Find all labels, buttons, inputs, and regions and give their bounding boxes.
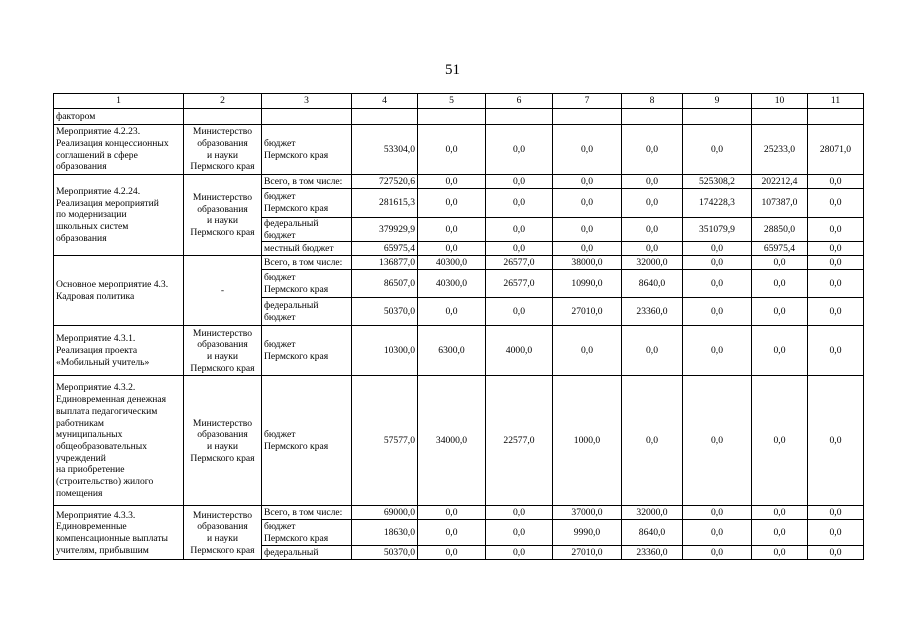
- executor-cell: Министерство образования и науки Пермского края: [184, 326, 262, 376]
- amount-cell: 26577,0: [486, 270, 553, 298]
- amount-cell: 32000,0: [622, 506, 683, 520]
- amount-cell: 0,0: [683, 546, 752, 560]
- amount-cell: 0,0: [808, 546, 864, 560]
- amount-cell: 0,0: [622, 125, 683, 175]
- amount-cell: 0,0: [486, 218, 553, 242]
- amount-cell: 107387,0: [752, 189, 808, 218]
- amount-cell: 0,0: [752, 270, 808, 298]
- header-cell: 10: [752, 94, 808, 109]
- executor-cell: -: [184, 256, 262, 326]
- amount-cell: 0,0: [553, 125, 622, 175]
- page-number: 51: [445, 62, 460, 78]
- amount-cell: 6300,0: [418, 326, 486, 376]
- amount-cell: 0,0: [486, 125, 553, 175]
- funding-source-cell: Всего, в том числе:: [262, 256, 352, 270]
- amount-cell: 26577,0: [486, 256, 553, 270]
- header-row: [54, 94, 864, 109]
- header-cell: 2: [184, 94, 262, 109]
- amount-cell: 10990,0: [553, 270, 622, 298]
- amount-cell: 0,0: [683, 256, 752, 270]
- amount-cell: 0,0: [808, 175, 864, 189]
- amount-cell: 0,0: [553, 218, 622, 242]
- budget-table: [53, 93, 864, 560]
- amount-cell: 0,0: [752, 376, 808, 506]
- amount-cell: 9990,0: [553, 520, 622, 546]
- header-cell: 5: [418, 94, 486, 109]
- amount-cell: 53304,0: [352, 125, 418, 175]
- amount-cell: 18630,0: [352, 520, 418, 546]
- amount-cell: 65975,4: [352, 242, 418, 256]
- amount-cell: 0,0: [418, 506, 486, 520]
- amount-cell: 0,0: [808, 326, 864, 376]
- funding-source-cell: федеральный бюджет: [262, 298, 352, 326]
- executor-cell: Министерство образования и науки Пермского края: [184, 376, 262, 506]
- header-cell: 3: [262, 94, 352, 109]
- header-cell: 4: [352, 94, 418, 109]
- executor-cell: Министерство образования и науки Пермского края: [184, 506, 262, 560]
- amount-cell: 379929,9: [352, 218, 418, 242]
- amount-cell: 40300,0: [418, 270, 486, 298]
- amount-cell: 28071,0: [808, 125, 864, 175]
- amount-cell: 0,0: [486, 520, 553, 546]
- amount-cell: 0,0: [808, 189, 864, 218]
- amount-cell: 28850,0: [752, 218, 808, 242]
- table-row: [54, 125, 864, 175]
- amount-cell: 0,0: [752, 326, 808, 376]
- amount-cell: 23360,0: [622, 546, 683, 560]
- amount-cell: 0,0: [418, 189, 486, 218]
- amount-cell: 0,0: [418, 175, 486, 189]
- amount-cell: 8640,0: [622, 520, 683, 546]
- amount-cell: 0,0: [418, 242, 486, 256]
- funding-source-cell: федеральный: [262, 546, 352, 560]
- funding-source-cell: Всего, в том числе:: [262, 506, 352, 520]
- amount-cell: 0,0: [553, 189, 622, 218]
- amount-cell: 525308,2: [683, 175, 752, 189]
- activity-name-cell: Мероприятие 4.2.24. Реализация мероприятий по модернизации школьных систем образования: [54, 175, 184, 256]
- table-row: [54, 506, 864, 520]
- amount-cell: 65975,4: [752, 242, 808, 256]
- header-cell: 6: [486, 94, 553, 109]
- activity-name-cell: Мероприятие 4.2.23. Реализация концессионных соглашений в сфере образования: [54, 125, 184, 175]
- header-cell: 11: [808, 94, 864, 109]
- amount-cell: 0,0: [683, 298, 752, 326]
- amount-cell: 27010,0: [553, 298, 622, 326]
- continuation-row: [54, 109, 864, 125]
- amount-cell: 727520,6: [352, 175, 418, 189]
- funding-source-cell: Всего, в том числе:: [262, 175, 352, 189]
- table-body: [54, 94, 864, 560]
- amount-cell: 0,0: [622, 189, 683, 218]
- header-cell: 8: [622, 94, 683, 109]
- header-cell: 7: [553, 94, 622, 109]
- executor-cell: Министерство образования и науки Пермского края: [184, 175, 262, 256]
- amount-cell: 0,0: [808, 520, 864, 546]
- amount-cell: 23360,0: [622, 298, 683, 326]
- continuation-cell: фактором: [54, 109, 184, 125]
- amount-cell: 22577,0: [486, 376, 553, 506]
- activity-name-cell: Мероприятие 4.3.2. Единовременная денежная выплата педагогическим работникам муниципальных общеобразовательных учреждений на приобретение (строительство) жилого помещения: [54, 376, 184, 506]
- amount-cell: 1000,0: [553, 376, 622, 506]
- header-cell: 9: [683, 94, 752, 109]
- amount-cell: 0,0: [418, 218, 486, 242]
- amount-cell: 69000,0: [352, 506, 418, 520]
- amount-cell: 0,0: [553, 326, 622, 376]
- amount-cell: 0,0: [808, 298, 864, 326]
- amount-cell: 0,0: [683, 506, 752, 520]
- amount-cell: 0,0: [553, 242, 622, 256]
- amount-cell: 0,0: [808, 218, 864, 242]
- amount-cell: 0,0: [622, 242, 683, 256]
- amount-cell: 0,0: [622, 218, 683, 242]
- amount-cell: 0,0: [486, 175, 553, 189]
- amount-cell: 0,0: [418, 520, 486, 546]
- table-row: [54, 256, 864, 270]
- amount-cell: 0,0: [486, 546, 553, 560]
- amount-cell: 0,0: [752, 256, 808, 270]
- amount-cell: 0,0: [486, 506, 553, 520]
- amount-cell: 0,0: [808, 270, 864, 298]
- funding-source-cell: местный бюджет: [262, 242, 352, 256]
- amount-cell: 174228,3: [683, 189, 752, 218]
- amount-cell: 25233,0: [752, 125, 808, 175]
- amount-cell: 0,0: [622, 326, 683, 376]
- amount-cell: 0,0: [683, 242, 752, 256]
- amount-cell: 40300,0: [418, 256, 486, 270]
- amount-cell: 0,0: [622, 175, 683, 189]
- funding-source-cell: бюджет Пермского края: [262, 520, 352, 546]
- amount-cell: 0,0: [808, 376, 864, 506]
- amount-cell: 0,0: [486, 298, 553, 326]
- amount-cell: 0,0: [752, 298, 808, 326]
- amount-cell: 136877,0: [352, 256, 418, 270]
- amount-cell: 0,0: [752, 520, 808, 546]
- executor-cell: Министерство образования и науки Пермского края: [184, 125, 262, 175]
- amount-cell: 38000,0: [553, 256, 622, 270]
- amount-cell: 0,0: [808, 256, 864, 270]
- activity-name-cell: Основное мероприятие 4.3. Кадровая политика: [54, 256, 184, 326]
- table-row: [54, 326, 864, 376]
- amount-cell: 0,0: [486, 189, 553, 218]
- amount-cell: 57577,0: [352, 376, 418, 506]
- funding-source-cell: бюджет Пермского края: [262, 376, 352, 506]
- table-row: [54, 376, 864, 506]
- amount-cell: 0,0: [808, 506, 864, 520]
- amount-cell: 0,0: [683, 376, 752, 506]
- funding-source-cell: бюджет Пермского края: [262, 125, 352, 175]
- header-cell: 1: [54, 94, 184, 109]
- funding-source-cell: бюджет Пермского края: [262, 326, 352, 376]
- amount-cell: 50370,0: [352, 546, 418, 560]
- funding-source-cell: бюджет Пермского края: [262, 270, 352, 298]
- amount-cell: 0,0: [683, 125, 752, 175]
- amount-cell: 0,0: [683, 270, 752, 298]
- activity-name-cell: Мероприятие 4.3.1. Реализация проекта «Мобильный учитель»: [54, 326, 184, 376]
- amount-cell: 10300,0: [352, 326, 418, 376]
- amount-cell: 32000,0: [622, 256, 683, 270]
- amount-cell: 351079,9: [683, 218, 752, 242]
- amount-cell: 202212,4: [752, 175, 808, 189]
- amount-cell: 0,0: [683, 326, 752, 376]
- amount-cell: 0,0: [622, 376, 683, 506]
- amount-cell: 0,0: [486, 242, 553, 256]
- amount-cell: 281615,3: [352, 189, 418, 218]
- amount-cell: 34000,0: [418, 376, 486, 506]
- amount-cell: 0,0: [418, 125, 486, 175]
- amount-cell: 0,0: [752, 506, 808, 520]
- amount-cell: 8640,0: [622, 270, 683, 298]
- amount-cell: 0,0: [553, 175, 622, 189]
- amount-cell: 86507,0: [352, 270, 418, 298]
- amount-cell: 0,0: [683, 520, 752, 546]
- amount-cell: 4000,0: [486, 326, 553, 376]
- amount-cell: 37000,0: [553, 506, 622, 520]
- amount-cell: 0,0: [752, 546, 808, 560]
- amount-cell: 0,0: [808, 242, 864, 256]
- activity-name-cell: Мероприятие 4.3.3. Единовременные компенсационные выплаты учителям, прибывшим: [54, 506, 184, 560]
- table-row: [54, 175, 864, 189]
- funding-source-cell: федеральный бюджет: [262, 218, 352, 242]
- amount-cell: 0,0: [418, 298, 486, 326]
- amount-cell: 0,0: [418, 546, 486, 560]
- amount-cell: 27010,0: [553, 546, 622, 560]
- amount-cell: 50370,0: [352, 298, 418, 326]
- funding-source-cell: бюджет Пермского края: [262, 189, 352, 218]
